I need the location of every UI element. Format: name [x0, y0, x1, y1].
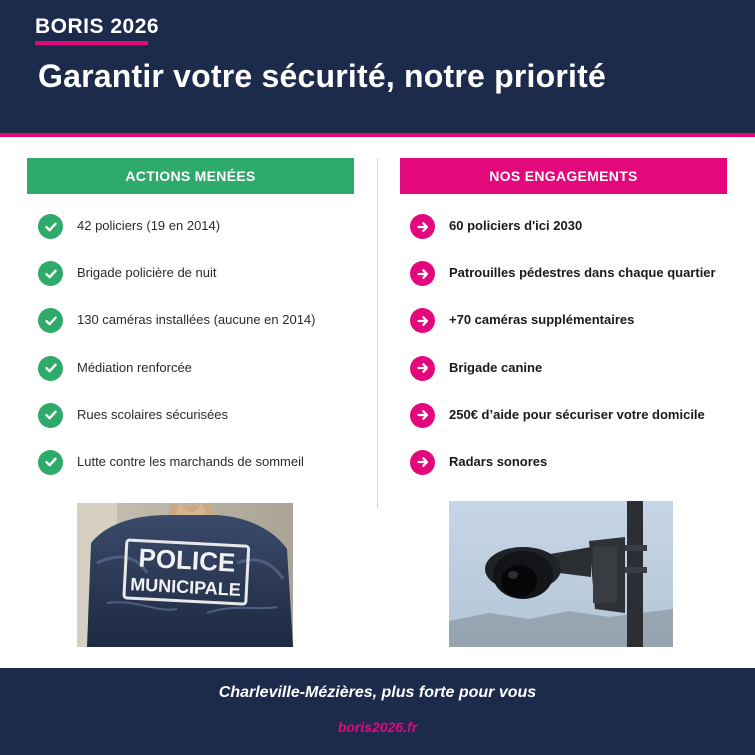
list-item — [38, 261, 315, 308]
arrow-right-circle-icon — [410, 356, 435, 381]
list-item — [38, 403, 315, 450]
arrow-right-circle-icon — [410, 450, 435, 475]
brand-underline — [35, 41, 148, 45]
police-patch-line1: POLICE — [137, 542, 237, 578]
list-item-text: Rues scolaires sécurisées — [77, 406, 229, 422]
check-circle-icon — [38, 450, 63, 475]
list-item-text: Brigade policière de nuit — [77, 265, 217, 281]
engagements-heading: NOS ENGAGEMENTS — [400, 158, 727, 194]
arrow-right-circle-icon — [410, 214, 435, 239]
list-item — [38, 308, 315, 355]
check-circle-icon — [38, 403, 63, 428]
list-item — [410, 356, 716, 403]
footer-slogan: Charleville-Mézières, plus forte pour vous — [218, 684, 537, 701]
list-item-text: 130 caméras installées (aucune en 2014) — [77, 312, 316, 328]
list-item-text: Radars sonores — [449, 453, 548, 469]
police-officer-photo — [77, 503, 293, 647]
list-item-text: 60 policiers d'ici 2030 — [449, 218, 583, 233]
list-item-text: +70 caméras supplémentaires — [449, 312, 635, 328]
police-patch-line2: MUNICIPALE — [129, 574, 242, 600]
actions-list — [38, 214, 315, 497]
arrow-right-circle-icon — [410, 403, 435, 428]
arrow-right-circle-icon — [410, 261, 435, 286]
list-item-text: Patrouilles pédestres dans chaque quartier — [449, 265, 716, 281]
arrow-right-circle-icon — [410, 308, 435, 333]
page-title: Garantir votre sécurité, notre priorité — [38, 58, 606, 94]
website-link[interactable]: boris2026.fr — [337, 719, 418, 735]
security-camera-photo — [449, 501, 673, 647]
list-item-text: Brigade canine — [449, 359, 543, 375]
brand-logo: BORIS 2026 — [35, 15, 160, 38]
list-item — [38, 450, 315, 497]
column-divider — [377, 158, 378, 508]
check-circle-icon — [38, 308, 63, 333]
list-item-text: 42 policiers (19 en 2014) — [77, 218, 221, 233]
list-item-text: Lutte contre les marchands de sommeil — [77, 453, 304, 469]
header-accent-bar — [0, 133, 755, 137]
actions-heading: ACTIONS MENÉES — [27, 158, 354, 194]
list-item — [38, 214, 315, 261]
list-item-text: Médiation renforcée — [77, 359, 192, 375]
footer-banner — [0, 668, 755, 755]
list-item — [410, 308, 716, 355]
check-circle-icon — [38, 261, 63, 286]
list-item-text: 250€ d’aide pour sécuriser votre domicile — [449, 406, 705, 422]
list-item — [410, 450, 716, 497]
list-item — [410, 214, 716, 261]
engagements-list — [410, 214, 716, 497]
check-circle-icon — [38, 356, 63, 381]
check-circle-icon — [38, 214, 63, 239]
list-item — [38, 356, 315, 403]
list-item — [410, 261, 716, 308]
list-item — [410, 403, 716, 450]
